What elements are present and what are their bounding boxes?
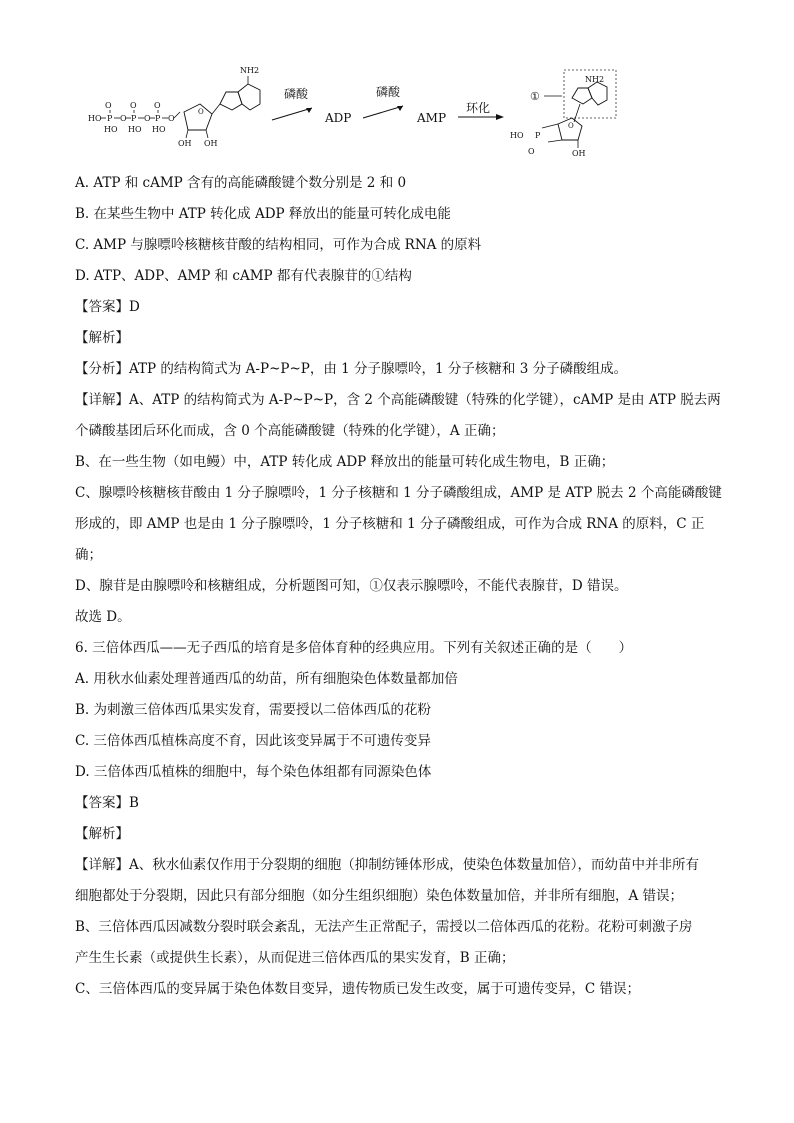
atp-ring-o: O <box>198 108 204 116</box>
camp-p: P <box>535 131 541 140</box>
detail-6-line-5: C、三倍体西瓜的变异属于染色体数目变异，遗传物质已发生改变，属于可遗传变异，C 错误； <box>75 981 640 997</box>
analysis-5: 【分析】ATP 的结构简式为 A-P~P~P，由 1 分子腺嘌呤，1 分子核糖和 3 分子磷酸组成。 <box>75 361 628 377</box>
camp-structure <box>510 70 616 158</box>
camp-ring-o: O <box>568 122 574 130</box>
atp-p3: P <box>155 114 161 123</box>
atp-o4: O <box>144 114 151 123</box>
detail-5-line-6: 确； <box>75 547 102 563</box>
camp-o: O <box>528 147 535 156</box>
answer-6: 【答案】B <box>75 795 139 811</box>
atp-nh2: NH2 <box>240 66 260 75</box>
atp-p2: P <box>131 114 137 123</box>
atp-o6: O <box>168 114 175 123</box>
detail-6-line-3: B、三倍体西瓜因减数分裂时联会紊乱，无法产生正常配子，需授以二倍体西瓜的花粉。花粉可刺激子房 <box>75 919 693 935</box>
atp-conversion-diagram <box>80 60 730 160</box>
atp-ho2: HO <box>104 125 118 134</box>
option-a-5: A. ATP 和 cAMP 含有的高能磷酸键个数分别是 2 和 0 <box>75 175 407 191</box>
atp-oh1: OH <box>178 139 192 148</box>
camp-oh: OH <box>572 149 586 158</box>
arrow-2-label: 磷酸 <box>376 85 401 99</box>
option-d-6: D. 三倍体西瓜植株的细胞中，每个染色体组都有同源染色体 <box>75 764 432 780</box>
option-a-6: A. 用秋水仙素处理普通西瓜的幼苗，所有细胞染色体数量都加倍 <box>75 671 458 687</box>
document-body <box>75 168 735 1005</box>
detail-5-line-7: D、腺苷是由腺嘌呤和核糖组成，分析题图可知，①仅表示腺嘌呤，不能代表腺苷，D 错误。 <box>75 578 628 594</box>
detail-6-line-2: 细胞都处于分裂期，因此只有部分细胞（如分生组织细胞）染色体数量加倍，并非所有细胞，A 错误； <box>75 888 684 904</box>
atp-oh2: OH <box>204 139 218 148</box>
arrow-2-line <box>363 106 403 118</box>
circle-1-label: ① <box>530 90 540 103</box>
arrow-1-line <box>272 108 312 120</box>
detail-6-line-1: 【详解】A、秋水仙素仅作用于分裂期的细胞（抑制纺锤体形成，使染色体数量加倍），而幼苗中并非所有 <box>75 857 699 873</box>
question-6: 6. 三倍体西瓜——无子西瓜的培育是多倍体育种的经典应用。下列有关叙述正确的是（ ） <box>75 640 633 656</box>
option-d-5: D. ATP、ADP、AMP 和 cAMP 都有代表腺苷的①结构 <box>75 268 412 284</box>
detail-6-line-4: 产生生长素（或提供生长素），从而促进三倍体西瓜的果实发育，B 正确； <box>75 950 515 966</box>
choose-5: 故选 D。 <box>75 609 131 625</box>
arrow-1-label: 磷酸 <box>284 87 309 101</box>
adp-label: ADP <box>325 111 352 125</box>
atp-o1: O <box>105 101 112 110</box>
atp-o5: O <box>154 101 161 110</box>
detail-5-line-3: B、在一些生物（如电鳗）中，ATP 转化成 ADP 释放出的能量可转化成生物电，B 正确； <box>75 454 615 470</box>
camp-nh2: NH2 <box>585 75 605 84</box>
option-c-6: C. 三倍体西瓜植株高度不育，因此该变异属于不可遗传变异 <box>75 733 431 749</box>
atp-diagram-svg <box>80 60 730 160</box>
atp-ho3: HO <box>128 125 142 134</box>
atp-structure <box>88 66 260 148</box>
option-b-6: B. 为刺激三倍体西瓜果实发育，需要授以二倍体西瓜的花粉 <box>75 702 432 718</box>
option-b-5: B. 在某些生物中 ATP 转化成 ADP 释放出的能量可转化成电能 <box>75 206 451 222</box>
detail-5-line-4: C、腺嘌呤核糖核苷酸由 1 分子腺嘌呤，1 分子核糖和 1 分子磷酸组成，AMP 是 ATP 脱去 2 个高能磷酸键 <box>75 485 722 501</box>
detail-5-line-5: 形成的，即 AMP 也是由 1 分子腺嘌呤，1 分子核糖和 1 分子磷酸组成，可作为合成 RNA 的原料，C 正 <box>75 516 705 532</box>
atp-o3: O <box>130 101 137 110</box>
detail-5-line-1: 【详解】A、ATP 的结构简式为 A-P~P~P，含 2 个高能磷酸键（特殊的化学键），cAMP 是由 ATP 脱去两 <box>75 392 721 408</box>
analysis-heading-5: 【解析】 <box>75 330 129 346</box>
analysis-heading-6: 【解析】 <box>75 826 129 842</box>
camp-ho: HO <box>510 131 524 140</box>
atp-ho: HO <box>88 114 102 123</box>
atp-ho4: HO <box>152 125 166 134</box>
detail-5-line-2: 个磷酸基团后环化而成，含 0 个高能磷酸键（特殊的化学键），A 正确； <box>75 423 505 439</box>
atp-o2: O <box>120 114 127 123</box>
answer-5: 【答案】D <box>75 299 140 315</box>
option-c-5: C. AMP 与腺嘌呤核糖核苷酸的结构相同，可作为合成 RNA 的原料 <box>75 237 482 253</box>
arrow-3-label: 环化 <box>466 101 491 115</box>
atp-p1: P <box>107 114 113 123</box>
amp-label: AMP <box>417 111 447 125</box>
